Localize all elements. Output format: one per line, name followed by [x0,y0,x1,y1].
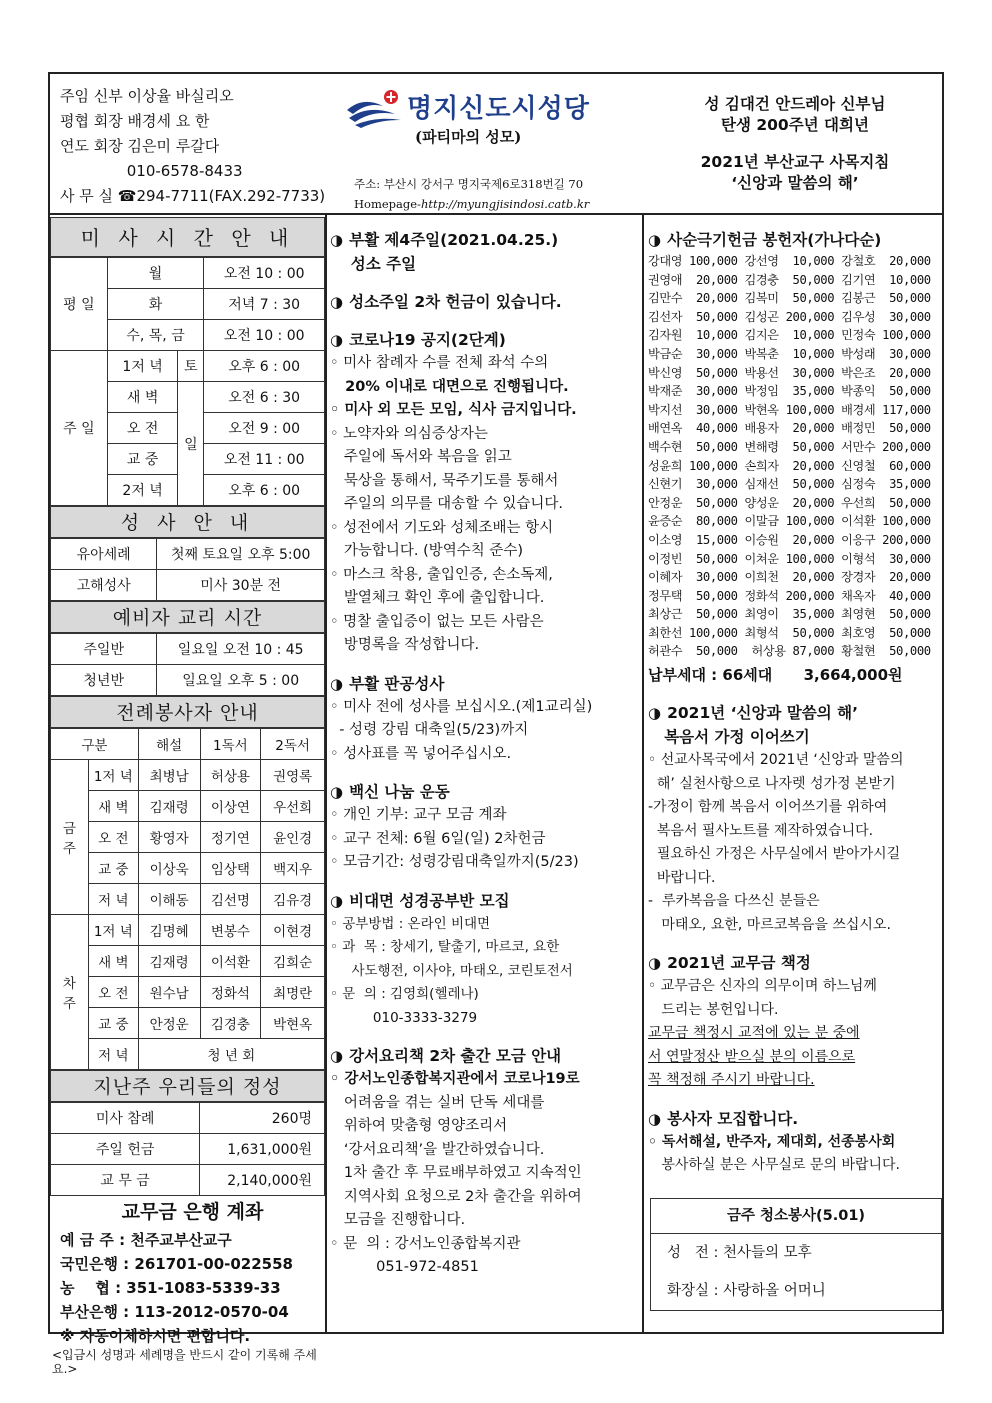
server-name: 이상욱 [138,853,200,884]
mass-name: 새 벽 [107,382,178,413]
volunteer-text: ◦ 독서해설, 반주자, 제대회, 선종봉사회 봉사하실 분은 사무실로 문의 바랍니다. [648,1133,900,1174]
parish-name: 명지신도시성당 [407,94,590,124]
half-circle-icon: ◑ [330,331,344,349]
notice-text: ◦ 강서노인종합복지관에서 코로나19로 어려움을 겪는 실버 단독 세대를 위하여 맞춤형 영양조리서 ‘강서요리책’을 발간하였습니다. 1차 출간 후 무료배부하였고 지속적인 지역사회 요청으로 2차 출간을 위하여 모금을 진행합니다. ◦ 문 의 : 강서노인종합복지관 051-972-4851 [330,1071,582,1275]
class-time: 일요일 오전 10 : 45 [157,634,325,665]
notice-heading: ◑ 강서요리책 2차 출간 모금 안내 [330,1047,562,1065]
parish-emblem-icon [345,88,405,128]
server-name: 안정운 [138,1008,200,1039]
half-circle-icon: ◑ [330,231,344,249]
notice-heading: ◑ 코로나19 공지(2단계) [330,331,506,349]
offering-name: 미사 참례 [51,1103,200,1134]
column-header: 2독서 [261,729,325,760]
offering-value: 1,631,000원 [200,1134,325,1165]
column-divider [642,215,644,1334]
notice-text: ◦ 개인 기부: 교구 모금 계좌 ◦ 교구 전체: 6월 6일(일) 2차헌금 ◦ 모금기간: 성령강림대축일까지(5/23) [330,807,579,870]
day-cell: 월 [107,258,204,289]
cleaning-row: 화장실 : 사랑하올 어머니 [667,1282,826,1299]
notice-heading: ◑ 부활 판공성사 [330,674,445,693]
jubilee-notice [650,94,940,194]
time-cell: 저녁 7 : 30 [204,289,325,320]
server-name: 임상택 [200,853,261,884]
sacrament-table [50,538,325,601]
notice-text: ◦ 미사 참례자 수를 전체 좌석 수의 20% 이내로 대면으로 진행됩니다. ◦ 미사 외 모든 모임, 식사 금지입니다. ◦ 노약자와 의심증상자는 주일에 독서와 복음을 읽고 묵상을 통해서, 묵주기도를 통해서 주일의 의무를 대송할 수 있습니다. ◦ 성전에서 기도와 성체조배는 항시 가능합니다. (방역수칙 준수) ◦ 마스크 착용, 출입인증, 손소독제, 발열체크 확인 후에 출입합니다. ◦ 명찰 출입증이 없는 모든 사람은 방명록을 작성합니다. [330,355,577,653]
server-name: 원수남 [138,977,200,1008]
server-name: 이현경 [261,915,325,946]
server-mass: 새 벽 [88,791,138,822]
server-name: 정기연 [200,822,261,853]
server-name: 정화석 [200,977,261,1008]
gospel-heading: ◑ 2021년 ‘신앙과 말씀의 해’ [648,704,858,723]
server-name: 김희순 [261,946,325,977]
day-cell: 화 [107,289,204,320]
half-circle-icon: ◑ [648,704,662,723]
server-name: 백지우 [261,853,325,884]
jubilee-line: 탄생 200주년 대희년 [721,116,869,134]
bank-line: ※ 자동이체하시면 편합니다. [60,1327,251,1345]
volunteer-heading: ◑ 봉사자 모집합니다. [648,1109,799,1128]
bank-line: 농 협 : 351-1083-5339-33 [60,1279,281,1297]
donors-list: 강대영 100,000 강선영 10,000 강철호 20,000 권영애 20,000 김경충 50,000 김기연 10,000 김만수 20,000 김복미 50,000 김봉근 50,000 김선자 50,000 김성곤 200,000 김우성 30,000 김자원 10,000 김지은 10,000 민정숙 100,000 박금순 30,000 박복춘 10,000 박성래 30,000 박신영 50,000 박용선 30,000 박은조 20,000 박재준 30,000 박정임 35,000 박종익 50,000 박지선 30,000 박현옥 100,000 배경세 117,000 배연옥 40,000 배용자 20,000 배정민 50,000 백수현 50,000 변해령 50,000 서만수 200,000 성윤희 100,000 손희자 20,000 신영철 60,000 신현기 30,000 심재선 50,000 심정숙 35,000 안정운 50,000 양성운 20,000 우선희 50,000 윤증순 80,000 이말금 100,000 이석환 100,000 이소영 15,000 이승원 20,000 이응구 200,000 이정빈 50,000 이쳐운 100,000 이형석 30,000 이혜자 30,000 이희천 20,000 장경자 20,000 정무택 50,000 정화석 200,000 채옥자 40,000 최상근 50,000 최영이 35,000 최영현 50,000 최한선 100,000 최형석 50,000 최호영 50,000 허관수 50,000 허상용 87,000 황철현 50,000 [648,254,931,659]
notice-heading: ◑ 비대면 성경공부반 모집 [330,891,510,910]
half-circle-icon: ◑ [648,954,662,973]
offering-table [50,1102,325,1196]
servers-title: 전례봉사자 안내 [50,696,325,728]
time-cell: 오전 9 : 00 [204,413,325,444]
mass-name: 2저 녁 [107,475,178,506]
offering-value: 2,140,000원 [200,1165,325,1196]
jubilee-line: 성 김대건 안드레아 신부님 [704,95,886,113]
pastoral-line: 2021년 부산교구 사목지침 [700,153,890,171]
this-week-label: 금 주 [51,760,89,915]
time-cell: 오전 10 : 00 [204,320,325,351]
mass-times-table [50,257,325,506]
address: 주소: 부산시 강서구 명지국제6로318번길 70 [354,177,584,191]
bank-accounts [50,1196,325,1348]
homepage-label: Homepage- [354,197,421,211]
bank-title: 교무금 은행 계좌 [121,1201,264,1223]
server-mass: 저 녁 [88,884,138,915]
server-name: 김경충 [200,1008,261,1039]
next-week-label: 차 주 [51,915,89,1070]
column-divider [325,215,327,1334]
mass-name: 오 전 [107,413,178,444]
offering-name: 교 무 금 [51,1165,200,1196]
server-name: 김재령 [138,946,200,977]
server-name: 권영록 [261,760,325,791]
mass-times-title: 미 사 시 간 안 내 [50,217,325,257]
server-name: 김선명 [200,884,261,915]
half-circle-icon: ◑ [330,783,344,801]
half-circle-icon: ◑ [330,674,344,693]
cleaning-box [650,1198,942,1311]
offering-value: 260명 [200,1103,325,1134]
middle-column [330,228,642,1280]
donors-total: 납부세대 : 66세대 3,664,000원 [648,666,903,685]
notice-text: ◦ 공부방법 : 온라인 비대면 ◦ 과 목 : 창세기, 탈출기, 마르코, 요한 사도행전, 이사야, 마태오, 코린토전서 ◦ 문 의 : 김영희(헬레나) 010-3333-3279 [330,915,573,1026]
homepage-link[interactable]: http://myungjisindosi.catb.kr [420,197,590,211]
server-mass: 새 벽 [88,946,138,977]
cleaning-row: 성 전 : 천사들의 모후 [667,1244,812,1261]
sacrament-title: 성 사 안 내 [50,506,325,538]
catechism-title: 예비자 교리 시간 [50,601,325,633]
server-name: 우선희 [261,791,325,822]
tithe-heading: ◑ 2021년 교무금 책정 [648,954,811,973]
server-name: 이석환 [200,946,261,977]
staff-line: 평협 회장 배경세 요 한 [60,112,210,130]
server-mass: 1저 녁 [88,760,138,791]
server-mass: 교 중 [88,853,138,884]
parish-subtitle: (파티마의 성모) [415,128,522,146]
staff-line: 사 무 실 ☎294-7711(FAX.292-7733) [60,187,326,205]
time-cell: 오전 10 : 00 [204,258,325,289]
server-name: 황영자 [138,822,200,853]
server-mass: 오 전 [88,977,138,1008]
sacrament-name: 유아세례 [51,539,157,570]
class-name: 청년반 [51,665,157,696]
sunday-label: 주 일 [51,351,108,506]
left-column [50,217,325,1376]
bank-line: 부산은행 : 113-2012-0570-04 [60,1303,289,1321]
server-name: 최명란 [261,977,325,1008]
column-header: 해설 [138,729,200,760]
offering-name: 주일 헌금 [51,1134,200,1165]
notice-heading: ◑ 부활 제4주일(2021.04.25.) [330,231,559,249]
half-circle-icon: ◑ [330,1047,344,1065]
catechism-table [50,633,325,696]
half-circle-icon: ◑ [330,293,344,311]
time-cell: 오전 11 : 00 [204,444,325,475]
half-circle-icon: ◑ [330,891,344,910]
server-name: 최병남 [138,760,200,791]
half-circle-icon: ◑ [648,1109,662,1128]
server-name: 김명혜 [138,915,200,946]
column-header: 구분 [51,729,139,760]
time-cell: 오후 6 : 00 [204,475,325,506]
server-name: 이해동 [138,884,200,915]
server-name: 김재령 [138,791,200,822]
pastoral-line: ‘신앙과 말씀의 해’ [731,174,859,192]
bank-line: 국민은행 : 261701-00-022558 [60,1255,293,1273]
weekday-label: 평 일 [51,258,108,351]
servers-table [50,728,325,1070]
sacrament-time: 첫째 토요일 오후 5:00 [157,539,325,570]
day-cell: 수, 목, 금 [107,320,204,351]
address-block [354,174,589,214]
staff-line: 010-6578-8433 [60,162,243,180]
server-name: 허상용 [200,760,261,791]
saturday-label: 토 [178,351,204,382]
gospel-text: ◦ 선교사목국에서 2021년 ‘신앙과 말씀의 해’ 실천사항으로 나자렛 성가정 본받기 -가정이 함께 복음서 이어쓰기를 위하여 복음서 필사노트를 제작하였습니다. 필요하신 가정은 사무실에서 받아가시길 바랍니다. - 루카복음을 다쓰신 분들은 마태오, 요한, 마르코복음을 쓰십시오. [648,752,904,933]
server-name: 김유경 [261,884,325,915]
server-mass: 교 중 [88,1008,138,1039]
tithe-text: ◦ 교무금은 신자의 의무이며 하느님께 드리는 봉헌입니다. 교무금 책정시 교적에 있는 분 중에 서 연말정산 받으실 분의 이름으로 꼭 책정해 주시기 바랍니다. [648,978,877,1089]
cleaning-title: 금주 청소봉사(5.01) [651,1199,941,1234]
bank-note: <입금시 성명과 세례명을 반드시 같이 기록해 주세요.> [52,1348,317,1376]
notice-text: ◦ 미사 전에 성사를 보십시오.(제1교리실) - 성령 강림 대축일(5/23)까지 ◦ 성사표를 꼭 넣어주십시오. [330,698,593,762]
donors-heading: ◑ 사순극기헌금 봉헌자(가나다순) [648,231,882,249]
notice-heading: ◑ 성소주일 2차 헌금이 있습니다. [330,293,562,311]
time-cell: 오전 6 : 30 [204,382,325,413]
bank-line: 예 금 주 : 천주교부산교구 [60,1231,232,1249]
class-time: 일요일 오후 5 : 00 [157,665,325,696]
parish-logo [345,86,630,156]
mass-name: 교 중 [107,444,178,475]
server-mass: 1저 녁 [88,915,138,946]
server-mass: 오 전 [88,822,138,853]
notice-heading: ◑ 백신 나눔 운동 [330,783,450,801]
offering-title: 지난주 우리들의 정성 [50,1070,325,1102]
staff-line: 연도 회장 김은미 루갈다 [60,137,220,155]
gospel-subheading: 복음서 가정 이어쓰기 [648,728,810,747]
staff-line: 주임 신부 이상율 바실리오 [60,87,234,105]
server-group: 청 년 회 [138,1039,324,1070]
mass-name: 1저 녁 [107,351,178,382]
sacrament-name: 고해성사 [51,570,157,601]
half-circle-icon: ◑ [648,231,662,249]
time-cell: 오후 6 : 00 [204,351,325,382]
notice-subheading: 성소 주일 [340,255,417,273]
staff-list [60,84,325,209]
server-name: 이상연 [200,791,261,822]
class-name: 주일반 [51,634,157,665]
server-name: 윤인경 [261,822,325,853]
sunday-day-label: 일 [178,382,204,506]
right-column [648,228,942,1311]
sacrament-time: 미사 30분 전 [157,570,325,601]
column-header: 1독서 [200,729,261,760]
server-name: 변봉수 [200,915,261,946]
server-mass: 저 녁 [88,1039,138,1070]
server-name: 박현옥 [261,1008,325,1039]
